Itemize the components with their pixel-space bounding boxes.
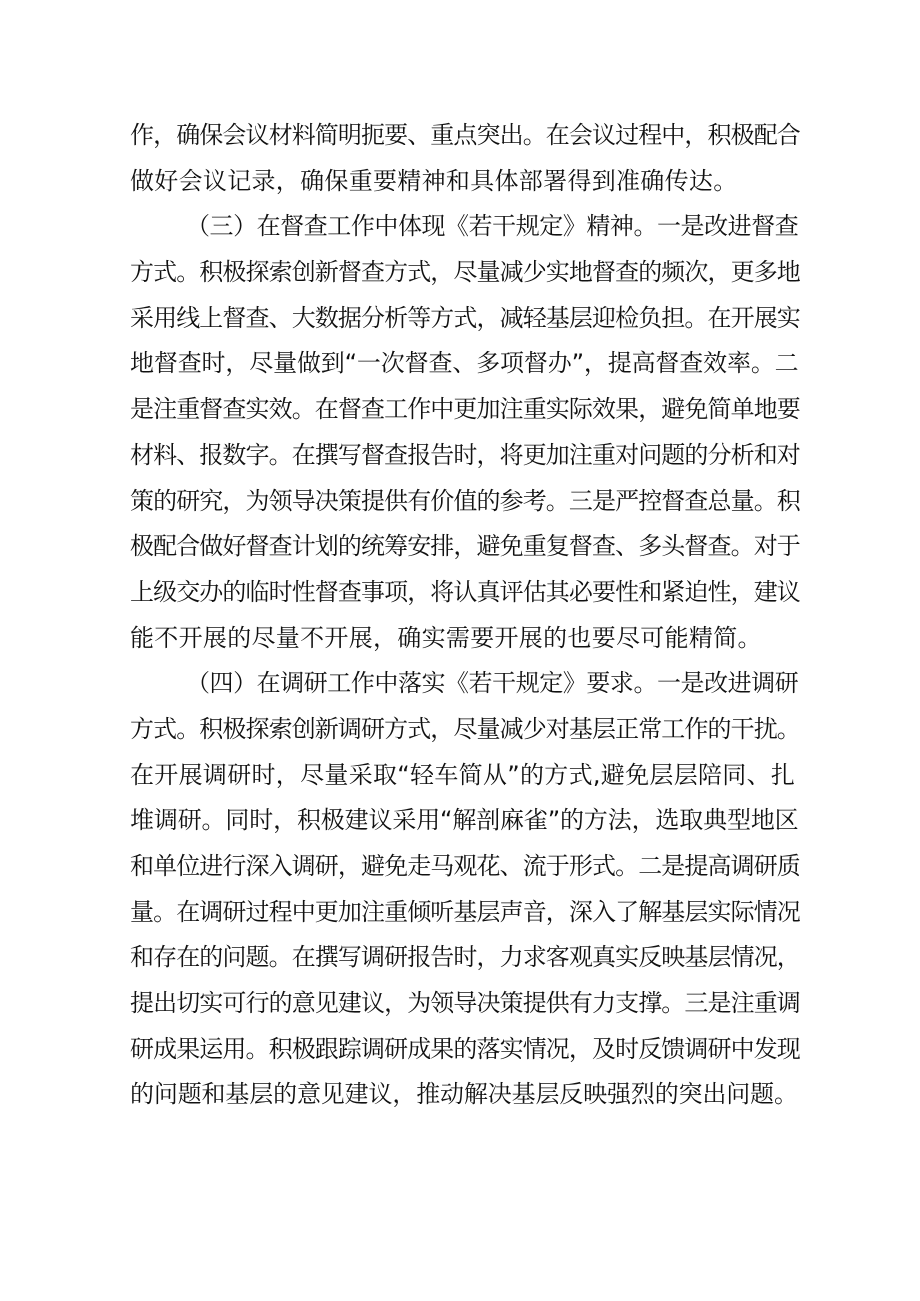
paragraph-2-line-6: 材料、报数字。在撰写督查报告时，将更加注重对问题的分析和对 bbox=[130, 440, 800, 469]
paragraph-2-line-4: 地督查时，尽量做到“一次督查、多项督办”，提高督查效率。二 bbox=[130, 349, 799, 378]
paragraph-1-line-1: 作，确保会议材料简明扼要、重点突出。在会议过程中，积极配合 bbox=[130, 121, 800, 149]
paragraph-2-line-1: （三）在督查工作中体现《若干规定》精神。一是改进督查 bbox=[186, 212, 799, 241]
document-body bbox=[130, 113, 800, 1118]
paragraph-2-line-8: 极配合做好督查计划的统筹安排，避免重复督查、多头督查。对于 bbox=[130, 532, 800, 561]
paragraph-3-line-5: 和单位进行深入调研，避免走马观花、流于形式。二是提高调研质 bbox=[130, 852, 800, 880]
paragraph-1-line-2: 做好会议记录，确保重要精神和具体部署得到准确传达。 bbox=[130, 166, 738, 195]
paragraph-2-line-3: 采用线上督查、大数据分析等方式，减轻基层迎检负担。在开展实 bbox=[130, 303, 800, 332]
paragraph-3-line-4: 堆调研。同时，积极建议采用“解剖麻雀”的方法，选取典型地区 bbox=[130, 806, 799, 835]
paragraph-3-line-9: 研成果运用。积极跟踪调研成果的落实情况，及时反馈调研中发现 bbox=[130, 1034, 800, 1063]
paragraph-3-line-1: （四）在调研工作中落实《若干规定》要求。一是改进调研 bbox=[186, 669, 799, 698]
paragraph-3-line-2: 方式。积极探索创新调研方式，尽量减少对基层正常工作的干扰。 bbox=[130, 714, 800, 743]
paragraph-2-line-10: 能不开展的尽量不开展，确实需要开展的也要尽可能精简。 bbox=[130, 623, 762, 652]
paragraph-2-line-5: 是注重督查实效。在督查工作中更加注重实际效果，避免简单地要 bbox=[130, 395, 800, 424]
paragraph-3-line-10: 的问题和基层的意见建议，推动解决基层反映强烈的突出问题。 bbox=[130, 1080, 798, 1109]
paragraph-3-line-6: 量。在调研过程中更加注重倾听基层声音，深入了解基层实际情况 bbox=[130, 897, 800, 926]
paragraph-2-line-2: 方式。积极探索创新督查方式，尽量减少实地督查的频次，更多地 bbox=[130, 258, 800, 287]
paragraph-3-line-7: 和存在的问题。在撰写调研报告时，力求客观真实反映基层情况， bbox=[130, 943, 800, 972]
paragraph-2-line-9: 上级交办的临时性督查事项，将认真评估其必要性和紧迫性，建议 bbox=[130, 577, 800, 606]
paragraph-3-line-8: 提出切实可行的意见建议，为领导决策提供有力支撑。三是注重调 bbox=[130, 989, 800, 1018]
paragraph-3-line-3: 在开展调研时，尽量采取“轻车简从”的方式,避免层层陪同、扎 bbox=[130, 760, 796, 789]
paragraph-2-line-7: 策的研究，为领导决策提供有价值的参考。三是严控督查总量。积 bbox=[130, 486, 800, 515]
